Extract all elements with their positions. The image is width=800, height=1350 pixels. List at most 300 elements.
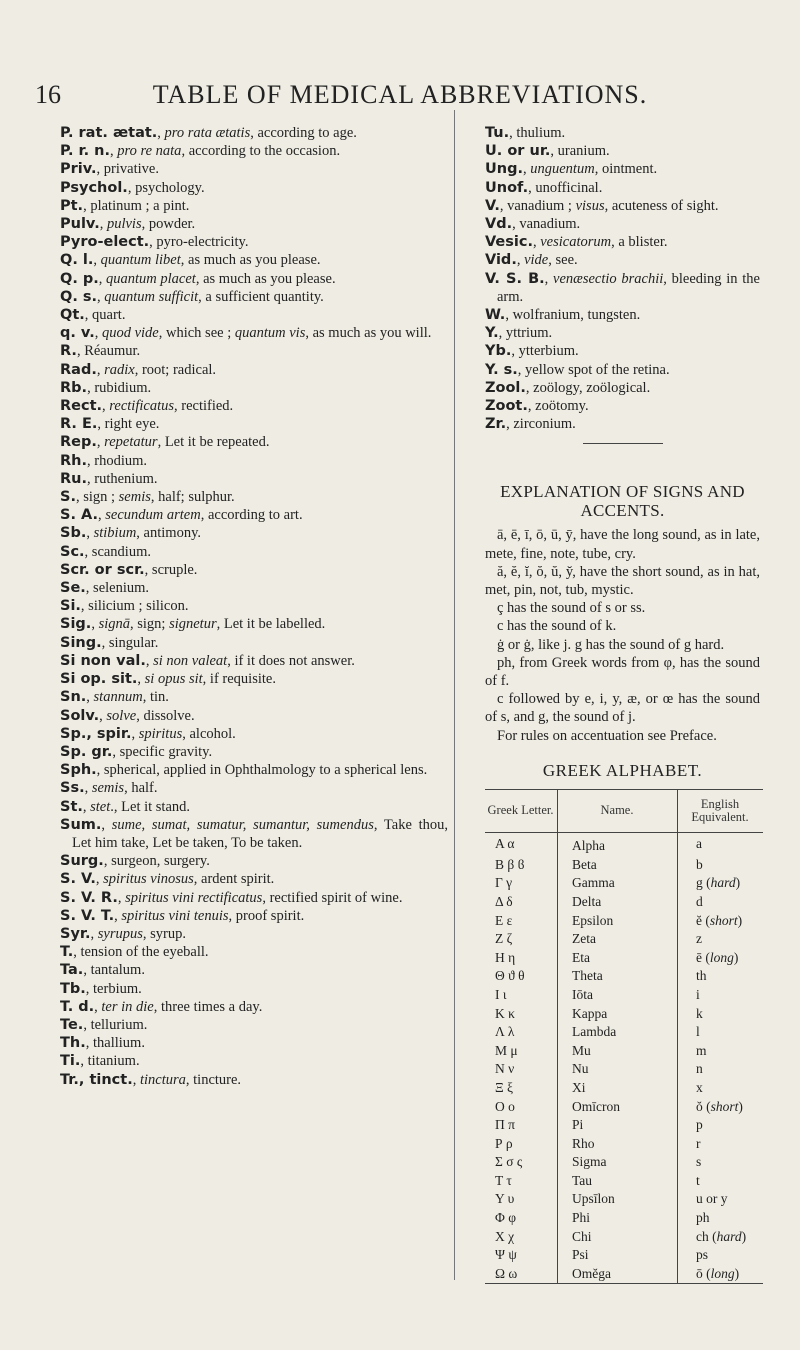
table-row xyxy=(485,1265,763,1284)
abbreviation-entry xyxy=(60,925,448,943)
abbreviation-entry xyxy=(60,707,448,725)
abbreviation: Tr., tinct. xyxy=(60,1071,133,1088)
abbreviation-entry xyxy=(60,324,448,342)
explanation-paragraph xyxy=(485,636,760,654)
italic-term: semis xyxy=(91,780,125,797)
greek-letter-cell: Η η xyxy=(485,948,558,967)
text-run: , powder. xyxy=(141,216,196,233)
italic-term: tinctura xyxy=(139,1071,186,1088)
abbreviation-entry xyxy=(485,361,760,379)
table-row xyxy=(485,930,763,949)
italic-term: vide xyxy=(524,252,549,269)
abbreviation-entry xyxy=(60,725,448,743)
qualifier: hard xyxy=(710,875,736,891)
text-run: , zirconium. xyxy=(506,416,576,433)
italic-term: solve xyxy=(106,707,137,724)
abbreviation: Q. p. xyxy=(60,270,99,287)
abbreviation-entry xyxy=(60,670,448,688)
italic-term: quantum placet xyxy=(106,270,196,287)
text-run: , see. xyxy=(548,252,578,269)
text-run: , thallium. xyxy=(85,1035,145,1052)
abbreviation-entry xyxy=(485,197,760,215)
explanation-body xyxy=(485,526,760,744)
abbreviation-entry xyxy=(60,524,448,542)
abbreviation: R. xyxy=(60,343,77,360)
abbreviation: U. or ur. xyxy=(485,143,551,160)
text-run: , a blister. xyxy=(611,234,668,251)
greek-letter-cell: Ν ν xyxy=(485,1060,558,1079)
explanation-paragraph xyxy=(485,654,760,690)
table-row xyxy=(485,832,763,855)
text-run: , tension of the eyeball. xyxy=(73,944,209,961)
abbreviation-entry xyxy=(60,215,448,233)
text-run: , silicium ; silicon. xyxy=(80,598,189,615)
abbreviation: V. S. B. xyxy=(485,270,545,287)
abbreviation: St. xyxy=(60,798,83,815)
explanation-paragraph xyxy=(485,599,760,617)
text-run: , xyxy=(110,143,118,160)
letter-name-cell: Theta xyxy=(558,967,678,986)
abbreviation-entry xyxy=(60,233,448,251)
table-row xyxy=(485,967,763,986)
text-run: and g, the sound of xyxy=(510,709,628,726)
italic-term: k. xyxy=(605,618,617,635)
text-run: , ardent spirit. xyxy=(193,871,275,888)
table-row xyxy=(485,1023,763,1042)
text-run: , xyxy=(90,925,98,942)
text-run: , scandium. xyxy=(84,543,151,560)
abbreviation-entry xyxy=(60,907,448,925)
abbreviation-entry xyxy=(60,852,448,870)
letter-name-cell: Epsilon xyxy=(558,911,678,930)
italic-term: si opus sit xyxy=(144,671,203,688)
italic-term: semis xyxy=(118,489,151,506)
text-run: or xyxy=(640,691,663,708)
abbreviation-entry xyxy=(60,1016,448,1034)
explanation-paragraph xyxy=(485,563,760,599)
english-equivalent-cell: i xyxy=(696,986,700,1002)
text-run: ă, ĕ, ĭ, ŏ, ŭ, y̆, have the short sound, as in xyxy=(497,563,739,580)
english-equivalent-cell: x xyxy=(696,1079,703,1095)
text-run: ā, ē, ī, ō, ū, ȳ, have the long sound, as in xyxy=(497,527,736,544)
text-run: , if requisite. xyxy=(202,671,276,688)
abbreviation-entry xyxy=(60,415,448,433)
table-row xyxy=(485,1227,763,1246)
column-header: Name. xyxy=(558,789,678,832)
column-divider xyxy=(454,110,455,1280)
letter-name-cell: Kappa xyxy=(558,1004,678,1023)
abbreviation-entry xyxy=(485,324,760,342)
italic-term: pulvis xyxy=(106,216,142,233)
text-run: , rhodium. xyxy=(87,452,148,469)
english-equivalent-cell: d xyxy=(696,893,703,909)
text-run: ., Let it stand. xyxy=(110,798,191,815)
english-equivalent-cell: z xyxy=(696,931,702,947)
abbreviation: Y. s. xyxy=(485,361,518,378)
italic-term: si non valeat xyxy=(153,652,228,669)
text-run: , alcohol. xyxy=(182,725,236,742)
text-run: or xyxy=(610,600,631,617)
letter-name-cell: Zeta xyxy=(558,930,678,949)
explanation-paragraph xyxy=(485,617,760,635)
text-run: , xyxy=(95,871,104,888)
abbreviation-entry xyxy=(60,943,448,961)
text-run: , xyxy=(131,725,139,742)
right-column xyxy=(485,124,760,1284)
abbreviation: V. xyxy=(485,197,500,214)
text-run: , yttrium. xyxy=(498,325,553,342)
italic-term: e, i, y, æ, xyxy=(584,691,641,708)
abbreviation: Sp. gr. xyxy=(60,743,113,760)
text-run: , xyxy=(99,216,107,233)
table-row xyxy=(485,1172,763,1191)
abbreviation-list xyxy=(485,124,760,433)
text-run: , quart. xyxy=(84,307,126,324)
abbreviation: Unof. xyxy=(485,179,529,196)
english-equivalent-cell: g (hard) xyxy=(696,875,741,891)
abbreviation-entry xyxy=(60,889,448,907)
abbreviation-entry xyxy=(60,506,448,524)
abbreviation-entry xyxy=(60,488,448,506)
text-run: , xyxy=(157,125,165,141)
english-equivalent-cell: ph xyxy=(696,1210,710,1226)
text-run: , titanium. xyxy=(80,1053,140,1070)
abbreviation: Ss. xyxy=(60,780,85,797)
italic-term: j. xyxy=(563,636,572,653)
abbreviation: Sing. xyxy=(60,634,102,651)
explanation-paragraph xyxy=(485,727,760,745)
text-run: , rectified spirit of wine. xyxy=(262,889,403,906)
italic-term: j. xyxy=(628,709,636,726)
table-row xyxy=(485,1153,763,1172)
text-run: , half. xyxy=(124,780,158,797)
abbreviation-entry xyxy=(60,433,448,451)
text-run: , ruthenium. xyxy=(87,470,158,487)
english-equivalent-cell: t xyxy=(696,1172,700,1188)
greek-letter-cell: Δ δ xyxy=(485,893,558,912)
abbreviation-entry xyxy=(60,361,448,379)
explanation-paragraph xyxy=(485,690,760,726)
abbreviation-entry xyxy=(485,342,760,360)
abbreviation: Zoot. xyxy=(485,398,528,415)
italic-term: stibium xyxy=(93,525,137,542)
text-run: , unofficinal. xyxy=(528,179,603,196)
greek-letter-cell: Τ τ xyxy=(485,1172,558,1191)
text-run: , zoötomy. xyxy=(527,398,589,415)
qualifier: hard xyxy=(716,1228,742,1244)
abbreviation-entry xyxy=(60,798,448,816)
abbreviation-entry xyxy=(60,197,448,215)
table-row xyxy=(485,1190,763,1209)
abbreviation: Q. l. xyxy=(60,252,94,269)
abbreviation: T. xyxy=(60,944,74,961)
italic-term: repetatur xyxy=(104,434,158,451)
abbreviation-entry xyxy=(60,615,448,633)
text-run: , yellow spot of the retina. xyxy=(517,361,670,378)
text-run: , xyxy=(96,434,105,451)
abbreviation-entry xyxy=(485,306,760,324)
abbreviation: q. v. xyxy=(60,325,95,342)
greek-letter-cell: Λ λ xyxy=(485,1023,558,1042)
abbreviation: Pt. xyxy=(60,197,84,214)
table-row xyxy=(485,986,763,1005)
text-run: , thulium. xyxy=(509,125,566,141)
letter-name-cell: Chi xyxy=(558,1227,678,1246)
text-run: , tin. xyxy=(142,689,169,706)
english-equivalent-cell: th xyxy=(696,968,707,984)
greek-alphabet-table xyxy=(485,789,763,1284)
abbreviation-entry xyxy=(60,652,448,670)
greek-alphabet-heading: GREEK ALPHABET. xyxy=(542,760,703,780)
text-run: , specific gravity. xyxy=(112,743,213,760)
text-run: , zoölogy, zoölogical. xyxy=(525,379,651,396)
text-run: , which see ; xyxy=(158,325,235,342)
text-run: has the sound of xyxy=(485,691,760,726)
italic-term: hat, met, pin, not, tub, mystic. xyxy=(485,563,760,599)
english-equivalent-cell: ŏ (short) xyxy=(696,1098,743,1114)
english-equivalent-cell: n xyxy=(696,1061,703,1077)
abbreviation-entry xyxy=(60,124,448,142)
abbreviation: Sp., spir. xyxy=(60,725,132,742)
abbreviation-entry xyxy=(485,270,760,306)
abbreviation-entry xyxy=(60,142,448,160)
abbreviation: Ru. xyxy=(60,470,87,487)
letter-name-cell: Alpha xyxy=(558,832,678,855)
running-title: TABLE OF MEDICAL ABBREVIATIONS. xyxy=(152,80,648,109)
text-run: , according to the occasion. xyxy=(181,143,341,160)
text-run: ġ or ġ, like xyxy=(497,636,564,653)
letter-name-cell: Tau xyxy=(558,1172,678,1191)
greek-letter-cell: Ω ω xyxy=(485,1265,558,1284)
abbreviation-entry xyxy=(60,160,448,178)
text-run: , xyxy=(523,161,531,178)
letter-name-cell: Omīcron xyxy=(558,1097,678,1116)
text-run: , three times a day. xyxy=(153,998,263,1015)
text-run: hard. xyxy=(691,636,725,653)
greek-letter-cell: Θ ϑ θ xyxy=(485,967,558,986)
abbreviation: Syr. xyxy=(60,925,91,942)
text-run: , according to art. xyxy=(200,507,303,524)
letter-name-cell: Lambda xyxy=(558,1023,678,1042)
italic-term: rectificatus xyxy=(109,398,174,415)
text-run: c followed by xyxy=(497,691,585,708)
italic-term: syrupus xyxy=(97,925,143,942)
table-row xyxy=(485,911,763,930)
greek-letter-cell: Γ γ xyxy=(485,874,558,893)
text-run: , terbium. xyxy=(85,980,142,997)
table-row xyxy=(485,1097,763,1116)
text-run: , as much as you please. xyxy=(195,270,336,287)
text-run: g has the sound of xyxy=(571,636,684,653)
greek-letter-cell: Ο ο xyxy=(485,1097,558,1116)
abbreviation-entry xyxy=(60,961,448,979)
table-row xyxy=(485,893,763,912)
italic-term: spiritus vinosus xyxy=(103,871,194,888)
abbreviation: Tb. xyxy=(60,980,86,997)
text-run: , xyxy=(99,707,107,724)
abbreviation-entry xyxy=(60,579,448,597)
abbreviation-entry xyxy=(485,379,760,397)
abbreviation-entry xyxy=(60,816,448,852)
italic-term: quantum vis xyxy=(234,325,306,342)
abbreviation: Ung. xyxy=(485,161,523,178)
italic-term: s xyxy=(605,600,611,617)
italic-term: œ xyxy=(662,691,674,708)
italic-term: late, mete, fine, note, tube, cry. xyxy=(485,527,760,562)
italic-term: spiritus xyxy=(138,725,183,742)
table-row xyxy=(485,1060,763,1079)
text-run: , selenium. xyxy=(85,580,150,597)
text-run: , xyxy=(117,889,126,906)
text-run: , if it does not answer. xyxy=(227,652,355,669)
text-run: , syrup. xyxy=(142,925,186,942)
abbreviation: Sb. xyxy=(60,525,87,542)
italic-term: f. xyxy=(500,673,510,690)
table-row xyxy=(485,1041,763,1060)
qualifier: short xyxy=(710,1098,739,1114)
abbreviation-entry xyxy=(485,215,760,233)
abbreviation-entry xyxy=(60,1052,448,1070)
abbreviation-entry xyxy=(60,288,448,306)
text-run: , sign; xyxy=(129,616,170,633)
english-equivalent-cell: ch (hard) xyxy=(696,1228,747,1244)
text-run: , psychology. xyxy=(127,179,205,196)
abbreviation-entry xyxy=(60,379,448,397)
abbreviation-entry xyxy=(60,1034,448,1052)
abbreviation: Pyro-elect. xyxy=(60,234,150,251)
text-run: , as much as you please. xyxy=(180,252,321,269)
text-run: , Let it be repeated. xyxy=(157,434,270,451)
table-header-row xyxy=(485,789,763,832)
text-run: , rectified. xyxy=(174,398,234,415)
qualifier: long xyxy=(709,949,734,965)
english-equivalent-cell: p xyxy=(696,1117,703,1133)
text-run: , scruple. xyxy=(144,561,198,578)
greek-letter-cell: Χ χ xyxy=(485,1227,558,1246)
abbreviation: Pulv. xyxy=(60,216,100,233)
italic-term: visus xyxy=(575,197,605,214)
letter-name-cell: Psi xyxy=(558,1246,678,1265)
abbreviation-entry xyxy=(60,761,448,779)
page-header xyxy=(0,80,800,120)
text-run: , xyxy=(98,270,107,287)
letter-name-cell: Upsīlon xyxy=(558,1190,678,1209)
abbreviation: Si non val. xyxy=(60,652,146,669)
abbreviation-entry xyxy=(60,543,448,561)
abbreviation-entry xyxy=(60,561,448,579)
abbreviation: Q. s. xyxy=(60,288,98,305)
text-run: , bleeding in the arm. xyxy=(497,270,760,305)
letter-name-cell: Omĕga xyxy=(558,1265,678,1284)
abbreviation-entry xyxy=(60,179,448,197)
letter-name-cell: Phi xyxy=(558,1209,678,1228)
abbreviation: Yb. xyxy=(485,343,512,360)
abbreviation: S. V. xyxy=(60,871,96,888)
abbreviation: Ti. xyxy=(60,1053,81,1070)
text-run: , uranium. xyxy=(550,143,610,160)
abbreviation: P. rat. ætat. xyxy=(60,125,158,141)
letter-name-cell: Nu xyxy=(558,1060,678,1079)
abbreviation-entry xyxy=(60,743,448,761)
english-equivalent-cell: b xyxy=(696,856,703,872)
qualifier: long xyxy=(710,1265,735,1281)
abbreviation-entry xyxy=(60,1071,448,1089)
text-run: , pyro-electricity. xyxy=(149,234,249,251)
abbreviation: W. xyxy=(485,307,506,324)
abbreviation: R. E. xyxy=(60,416,98,433)
abbreviation: Si. xyxy=(60,598,81,615)
text-run: , vanadium ; xyxy=(499,197,576,214)
abbreviation-entry xyxy=(60,998,448,1016)
letter-name-cell: Pi xyxy=(558,1116,678,1135)
letter-name-cell: Beta xyxy=(558,855,678,874)
abbreviation-entry xyxy=(60,306,448,324)
abbreviation-entry xyxy=(485,233,760,251)
abbreviation: Sum. xyxy=(60,816,102,833)
text-run: , xyxy=(96,361,105,378)
table-row xyxy=(485,855,763,874)
text-run: , singular. xyxy=(101,634,159,651)
english-equivalent-cell: u or y xyxy=(696,1191,728,1207)
column-header: English Equivalent. xyxy=(678,789,764,832)
table-row xyxy=(485,1134,763,1153)
text-run: , tellurium. xyxy=(83,1016,148,1033)
italic-term: stannum xyxy=(93,689,143,706)
italic-term: ss. xyxy=(630,600,646,617)
table-row xyxy=(485,1246,763,1265)
abbreviation: S. V. T. xyxy=(60,907,115,924)
text-run: , xyxy=(145,652,154,669)
abbreviation: Rect. xyxy=(60,398,103,415)
text-run: , surgeon, surgery. xyxy=(103,853,210,870)
abbreviation: Zool. xyxy=(485,379,526,396)
greek-letter-cell: Ι ι xyxy=(485,986,558,1005)
greek-letter-cell: Ρ ρ xyxy=(485,1134,558,1153)
table-row xyxy=(485,1004,763,1023)
text-run: , right eye. xyxy=(97,416,160,433)
greek-letter-cell: Β β ϐ xyxy=(485,855,558,874)
table-row xyxy=(485,1116,763,1135)
text-run: , xyxy=(86,689,94,706)
english-equivalent-cell: ps xyxy=(696,1247,709,1263)
text-run: , xyxy=(82,798,91,815)
left-column xyxy=(60,124,448,1089)
text-run: , xyxy=(86,525,94,542)
text-run: ph, from Greek words from φ, has the sound of xyxy=(485,654,760,690)
abbreviation: Th. xyxy=(60,1035,86,1052)
greek-letter-cell: Ψ ψ xyxy=(485,1246,558,1265)
text-run: , according to age. xyxy=(250,125,357,141)
text-run: , a sufficient quantity. xyxy=(198,288,324,305)
italic-term: radix xyxy=(104,361,135,378)
italic-term: spiritus vini rectificatus xyxy=(125,889,263,906)
abbreviation: Qt. xyxy=(60,307,85,324)
abbreviation: Sig. xyxy=(60,616,92,633)
letter-name-cell: Mu xyxy=(558,1041,678,1060)
abbreviation: Surg. xyxy=(60,853,104,870)
abbreviation: Se. xyxy=(60,580,86,597)
abbreviation-entry xyxy=(60,688,448,706)
text-run: , privative. xyxy=(96,161,159,178)
table-row xyxy=(485,874,763,893)
greek-letter-cell: Ε ε xyxy=(485,911,558,930)
text-run: , xyxy=(516,252,525,269)
abbreviation: Te. xyxy=(60,1016,84,1033)
greek-letter-cell: Φ φ xyxy=(485,1209,558,1228)
italic-term: venæsectio brachii xyxy=(553,270,664,287)
italic-term: unguentum xyxy=(530,161,595,178)
text-run: , xyxy=(94,325,102,342)
